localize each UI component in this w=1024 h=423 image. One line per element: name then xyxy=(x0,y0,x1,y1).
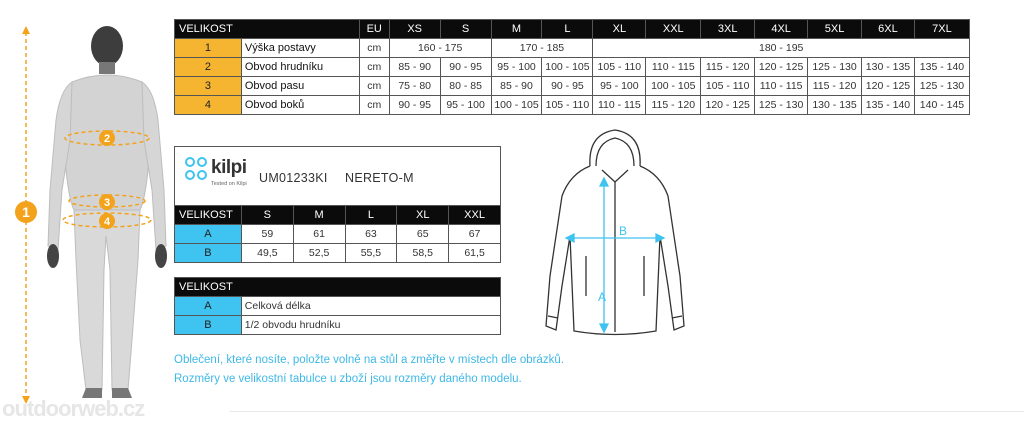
size-header-m: M xyxy=(491,20,542,39)
table-cell: 120 - 125 xyxy=(862,77,915,96)
table-cell: 52,5 xyxy=(293,244,345,263)
row-number: 4 xyxy=(175,96,242,115)
table-cell: 140 - 145 xyxy=(914,96,969,115)
model-table xyxy=(174,205,501,263)
table-cell: 115 - 120 xyxy=(646,96,701,115)
size-header-s: S xyxy=(440,20,491,39)
measure-note-2: Rozměry ve velikostní tabulce u zboží jsou rozměry daného modelu. xyxy=(174,373,522,385)
jacket-figure xyxy=(540,126,690,344)
table-cell: 110 - 115 xyxy=(593,96,646,115)
size-table-header xyxy=(175,20,970,39)
table-cell: 135 - 140 xyxy=(862,96,915,115)
table-cell: 120 - 125 xyxy=(701,96,755,115)
table-cell: 115 - 120 xyxy=(808,77,862,96)
table-cell: Celková délka xyxy=(241,297,500,316)
row-key: A xyxy=(175,297,242,316)
size-header-6xl: 6XL xyxy=(862,20,915,39)
table-cell: 59 xyxy=(241,225,293,244)
table-cell: 170 - 185 xyxy=(491,39,593,58)
watermark-logo: outdoorweb.cz xyxy=(2,396,145,421)
table-row xyxy=(175,244,501,263)
table-row xyxy=(175,77,970,96)
table-cell: 120 - 125 xyxy=(755,58,808,77)
size-header-xs: XS xyxy=(389,20,440,39)
marker-1: 1 xyxy=(22,204,30,220)
model-header-xxl: XXL xyxy=(449,206,501,225)
table-row xyxy=(175,58,970,77)
row-label: Obvod hrudníku xyxy=(241,58,359,77)
table-cell: 125 - 130 xyxy=(755,96,808,115)
table-cell: 100 - 105 xyxy=(491,96,542,115)
table-cell: 160 - 175 xyxy=(389,39,491,58)
table-cell: 1/2 obvodu hrudníku xyxy=(241,316,500,335)
table-cell: 55,5 xyxy=(345,244,397,263)
product-model: NERETO-M xyxy=(345,171,414,185)
legend-header: VELIKOST xyxy=(175,278,501,297)
model-table-header xyxy=(175,206,501,225)
row-label: Obvod boků xyxy=(241,96,359,115)
table-cell: 125 - 130 xyxy=(914,77,969,96)
size-header-xl: XL xyxy=(593,20,646,39)
table-cell: 75 - 80 xyxy=(389,77,440,96)
table-cell: 105 - 110 xyxy=(701,77,755,96)
table-cell: 67 xyxy=(449,225,501,244)
model-header-m: M xyxy=(293,206,345,225)
product-header xyxy=(174,146,501,205)
table-cell: 61,5 xyxy=(449,244,501,263)
table-cell: 58,5 xyxy=(397,244,449,263)
table-row xyxy=(175,225,501,244)
jacket-drawing xyxy=(540,126,690,344)
jacket-label-a: A xyxy=(598,290,607,304)
table-cell: 90 - 95 xyxy=(389,96,440,115)
measure-note-1: Oblečení, které nosíte, položte volně na stůl a změřte v místech dle obrázků. xyxy=(174,354,564,366)
table-cell: 90 - 95 xyxy=(440,58,491,77)
size-header-3xl: 3XL xyxy=(701,20,755,39)
size-header-4xl: 4XL xyxy=(755,20,808,39)
size-header-velikost: VELIKOST xyxy=(175,20,360,39)
legend-table xyxy=(174,277,501,335)
bottom-ruler xyxy=(230,411,1024,422)
row-number: 3 xyxy=(175,77,242,96)
body-silhouette xyxy=(0,10,200,410)
row-unit: cm xyxy=(359,96,389,115)
size-header-eu: EU xyxy=(359,20,389,39)
marker-3: 3 xyxy=(103,197,111,209)
row-number: 1 xyxy=(175,39,242,58)
kilpi-logo-icon xyxy=(181,155,211,183)
row-key: A xyxy=(175,225,242,244)
row-unit: cm xyxy=(359,77,389,96)
row-key: B xyxy=(175,316,242,335)
table-cell: 130 - 135 xyxy=(862,58,915,77)
table-cell: 95 - 100 xyxy=(491,58,542,77)
table-cell: 110 - 115 xyxy=(755,77,808,96)
size-header-5xl: 5XL xyxy=(808,20,862,39)
table-cell: 125 - 130 xyxy=(808,58,862,77)
model-header-velikost: VELIKOST xyxy=(175,206,242,225)
table-cell: 105 - 110 xyxy=(542,96,593,115)
row-number: 2 xyxy=(175,58,242,77)
size-header-7xl: 7XL xyxy=(914,20,969,39)
model-header-xl: XL xyxy=(397,206,449,225)
table-cell: 61 xyxy=(293,225,345,244)
table-cell: 130 - 135 xyxy=(808,96,862,115)
table-cell: 65 xyxy=(397,225,449,244)
marker-2: 2 xyxy=(103,133,111,145)
table-cell: 85 - 90 xyxy=(389,58,440,77)
table-cell: 80 - 85 xyxy=(440,77,491,96)
table-cell: 115 - 120 xyxy=(701,58,755,77)
table-cell: 85 - 90 xyxy=(491,77,542,96)
row-key: B xyxy=(175,244,242,263)
row-label: Obvod pasu xyxy=(241,77,359,96)
table-cell: 49,5 xyxy=(241,244,293,263)
row-label: Výška postavy xyxy=(241,39,359,58)
model-header-l: L xyxy=(345,206,397,225)
table-cell: 63 xyxy=(345,225,397,244)
table-cell: 100 - 105 xyxy=(542,58,593,77)
table-cell: 135 - 140 xyxy=(914,58,969,77)
table-cell: 90 - 95 xyxy=(542,77,593,96)
product-code: UM01233KI xyxy=(259,171,328,185)
body-figure xyxy=(0,10,200,410)
size-table xyxy=(174,19,970,115)
brand-name: kilpi xyxy=(211,157,247,178)
jacket-label-b: B xyxy=(619,224,628,238)
size-header-xxl: XXL xyxy=(646,20,701,39)
table-cell: 95 - 100 xyxy=(593,77,646,96)
row-unit: cm xyxy=(359,58,389,77)
kilpi-logo xyxy=(181,155,253,195)
model-header-s: S xyxy=(241,206,293,225)
table-cell: 105 - 110 xyxy=(593,58,646,77)
table-cell: 180 - 195 xyxy=(593,39,970,58)
brand-tagline: Tested on Kilpi xyxy=(211,181,247,187)
row-unit: cm xyxy=(359,39,389,58)
table-cell: 110 - 115 xyxy=(646,58,701,77)
table-cell: 100 - 105 xyxy=(646,77,701,96)
size-header-l: L xyxy=(542,20,593,39)
table-row xyxy=(175,96,970,115)
legend-table-header xyxy=(175,278,501,297)
marker-4: 4 xyxy=(103,216,111,228)
table-row xyxy=(175,39,970,58)
table-row xyxy=(175,297,501,316)
table-row xyxy=(175,316,501,335)
table-cell: 95 - 100 xyxy=(440,96,491,115)
